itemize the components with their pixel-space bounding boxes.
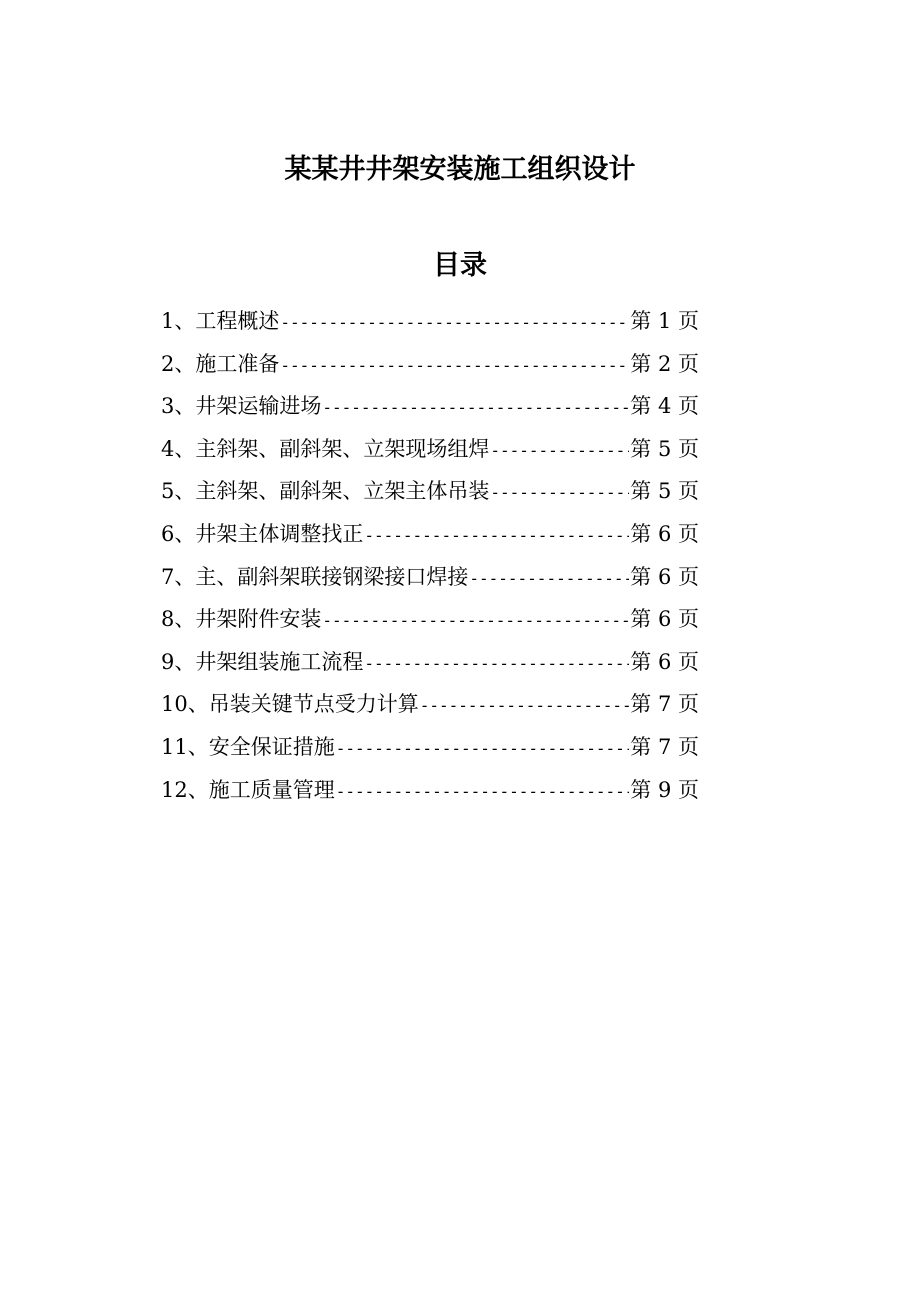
toc-item-page: 第 9 页 — [630, 777, 699, 802]
toc-item[interactable] — [161, 343, 699, 386]
toc-item-title: 工程概述 — [195, 309, 280, 333]
toc-leader — [322, 387, 629, 430]
toc-item[interactable] — [161, 428, 699, 471]
toc-leader — [490, 472, 629, 515]
toc-heading: 目录 — [433, 250, 487, 281]
toc-item-page: 第 5 页 — [630, 479, 699, 504]
toc-item-title: 井架组装施工流程 — [195, 649, 364, 674]
toc-item-number: 6、 — [161, 521, 196, 546]
toc-item[interactable] — [161, 598, 699, 641]
toc-item[interactable] — [161, 769, 699, 812]
toc-item-title: 井架运输进场 — [195, 394, 322, 419]
toc-item[interactable] — [161, 300, 699, 343]
toc-item[interactable] — [161, 726, 699, 769]
toc-item-title: 施工准备 — [195, 351, 280, 376]
toc-leader — [336, 728, 630, 771]
toc-item-number: 1、 — [161, 309, 196, 333]
toc-leader — [280, 302, 629, 345]
toc-item[interactable] — [161, 556, 699, 599]
toc-item-number: 3、 — [161, 394, 196, 419]
toc-item-page: 第 6 页 — [630, 564, 699, 589]
toc-leader — [336, 771, 630, 814]
toc-leader — [280, 345, 629, 388]
toc-item-page: 第 5 页 — [630, 436, 699, 461]
toc-item-number: 2、 — [161, 351, 196, 376]
toc-item-page: 第 6 页 — [630, 649, 699, 674]
toc-item-title: 施工质量管理 — [208, 777, 335, 802]
toc-item-page: 第 6 页 — [630, 521, 699, 546]
toc-leader — [364, 515, 629, 558]
toc-item-title: 井架附件安装 — [195, 607, 322, 632]
toc-item[interactable] — [161, 470, 699, 513]
toc-leader — [469, 558, 629, 601]
toc-item-title: 井架主体调整找正 — [195, 521, 364, 546]
toc-item-number: 5、 — [161, 479, 196, 504]
toc-item-number: 7、 — [161, 564, 196, 589]
toc-item-title: 主斜架、副斜架、立架现场组焊 — [195, 436, 490, 461]
toc-item-page: 第 4 页 — [630, 394, 699, 419]
toc-item-number: 12、 — [161, 777, 209, 802]
toc-item-title: 安全保证措施 — [208, 734, 335, 759]
toc-item-page: 第 6 页 — [630, 607, 699, 632]
toc-item[interactable] — [161, 683, 699, 726]
toc-item-number: 8、 — [161, 607, 196, 632]
toc-item[interactable] — [161, 641, 699, 684]
toc-item[interactable] — [161, 385, 699, 428]
toc-item-number: 11、 — [161, 734, 209, 759]
toc-leader — [364, 643, 629, 686]
toc-item-number: 10、 — [161, 692, 209, 717]
toc-item-title: 主、副斜架联接钢梁接口焊接 — [195, 564, 469, 589]
document-title: 某某井井架安装施工组织设计 — [284, 154, 636, 185]
toc-item[interactable] — [161, 513, 699, 556]
toc-item-number: 9、 — [161, 649, 196, 674]
toc-item-number: 4、 — [161, 436, 196, 461]
toc-item-title: 主斜架、副斜架、立架主体吊装 — [195, 479, 490, 504]
toc-leader — [490, 430, 629, 473]
toc-item-page: 第 7 页 — [630, 734, 699, 759]
toc-item-page: 第 1 页 — [630, 309, 699, 333]
toc-item-page: 第 7 页 — [630, 692, 699, 717]
toc-leader — [420, 685, 630, 728]
toc-item-title: 吊装关键节点受力计算 — [208, 692, 419, 717]
toc-leader — [322, 600, 629, 643]
toc-item-page: 第 2 页 — [630, 351, 699, 376]
table-of-contents — [161, 300, 699, 811]
